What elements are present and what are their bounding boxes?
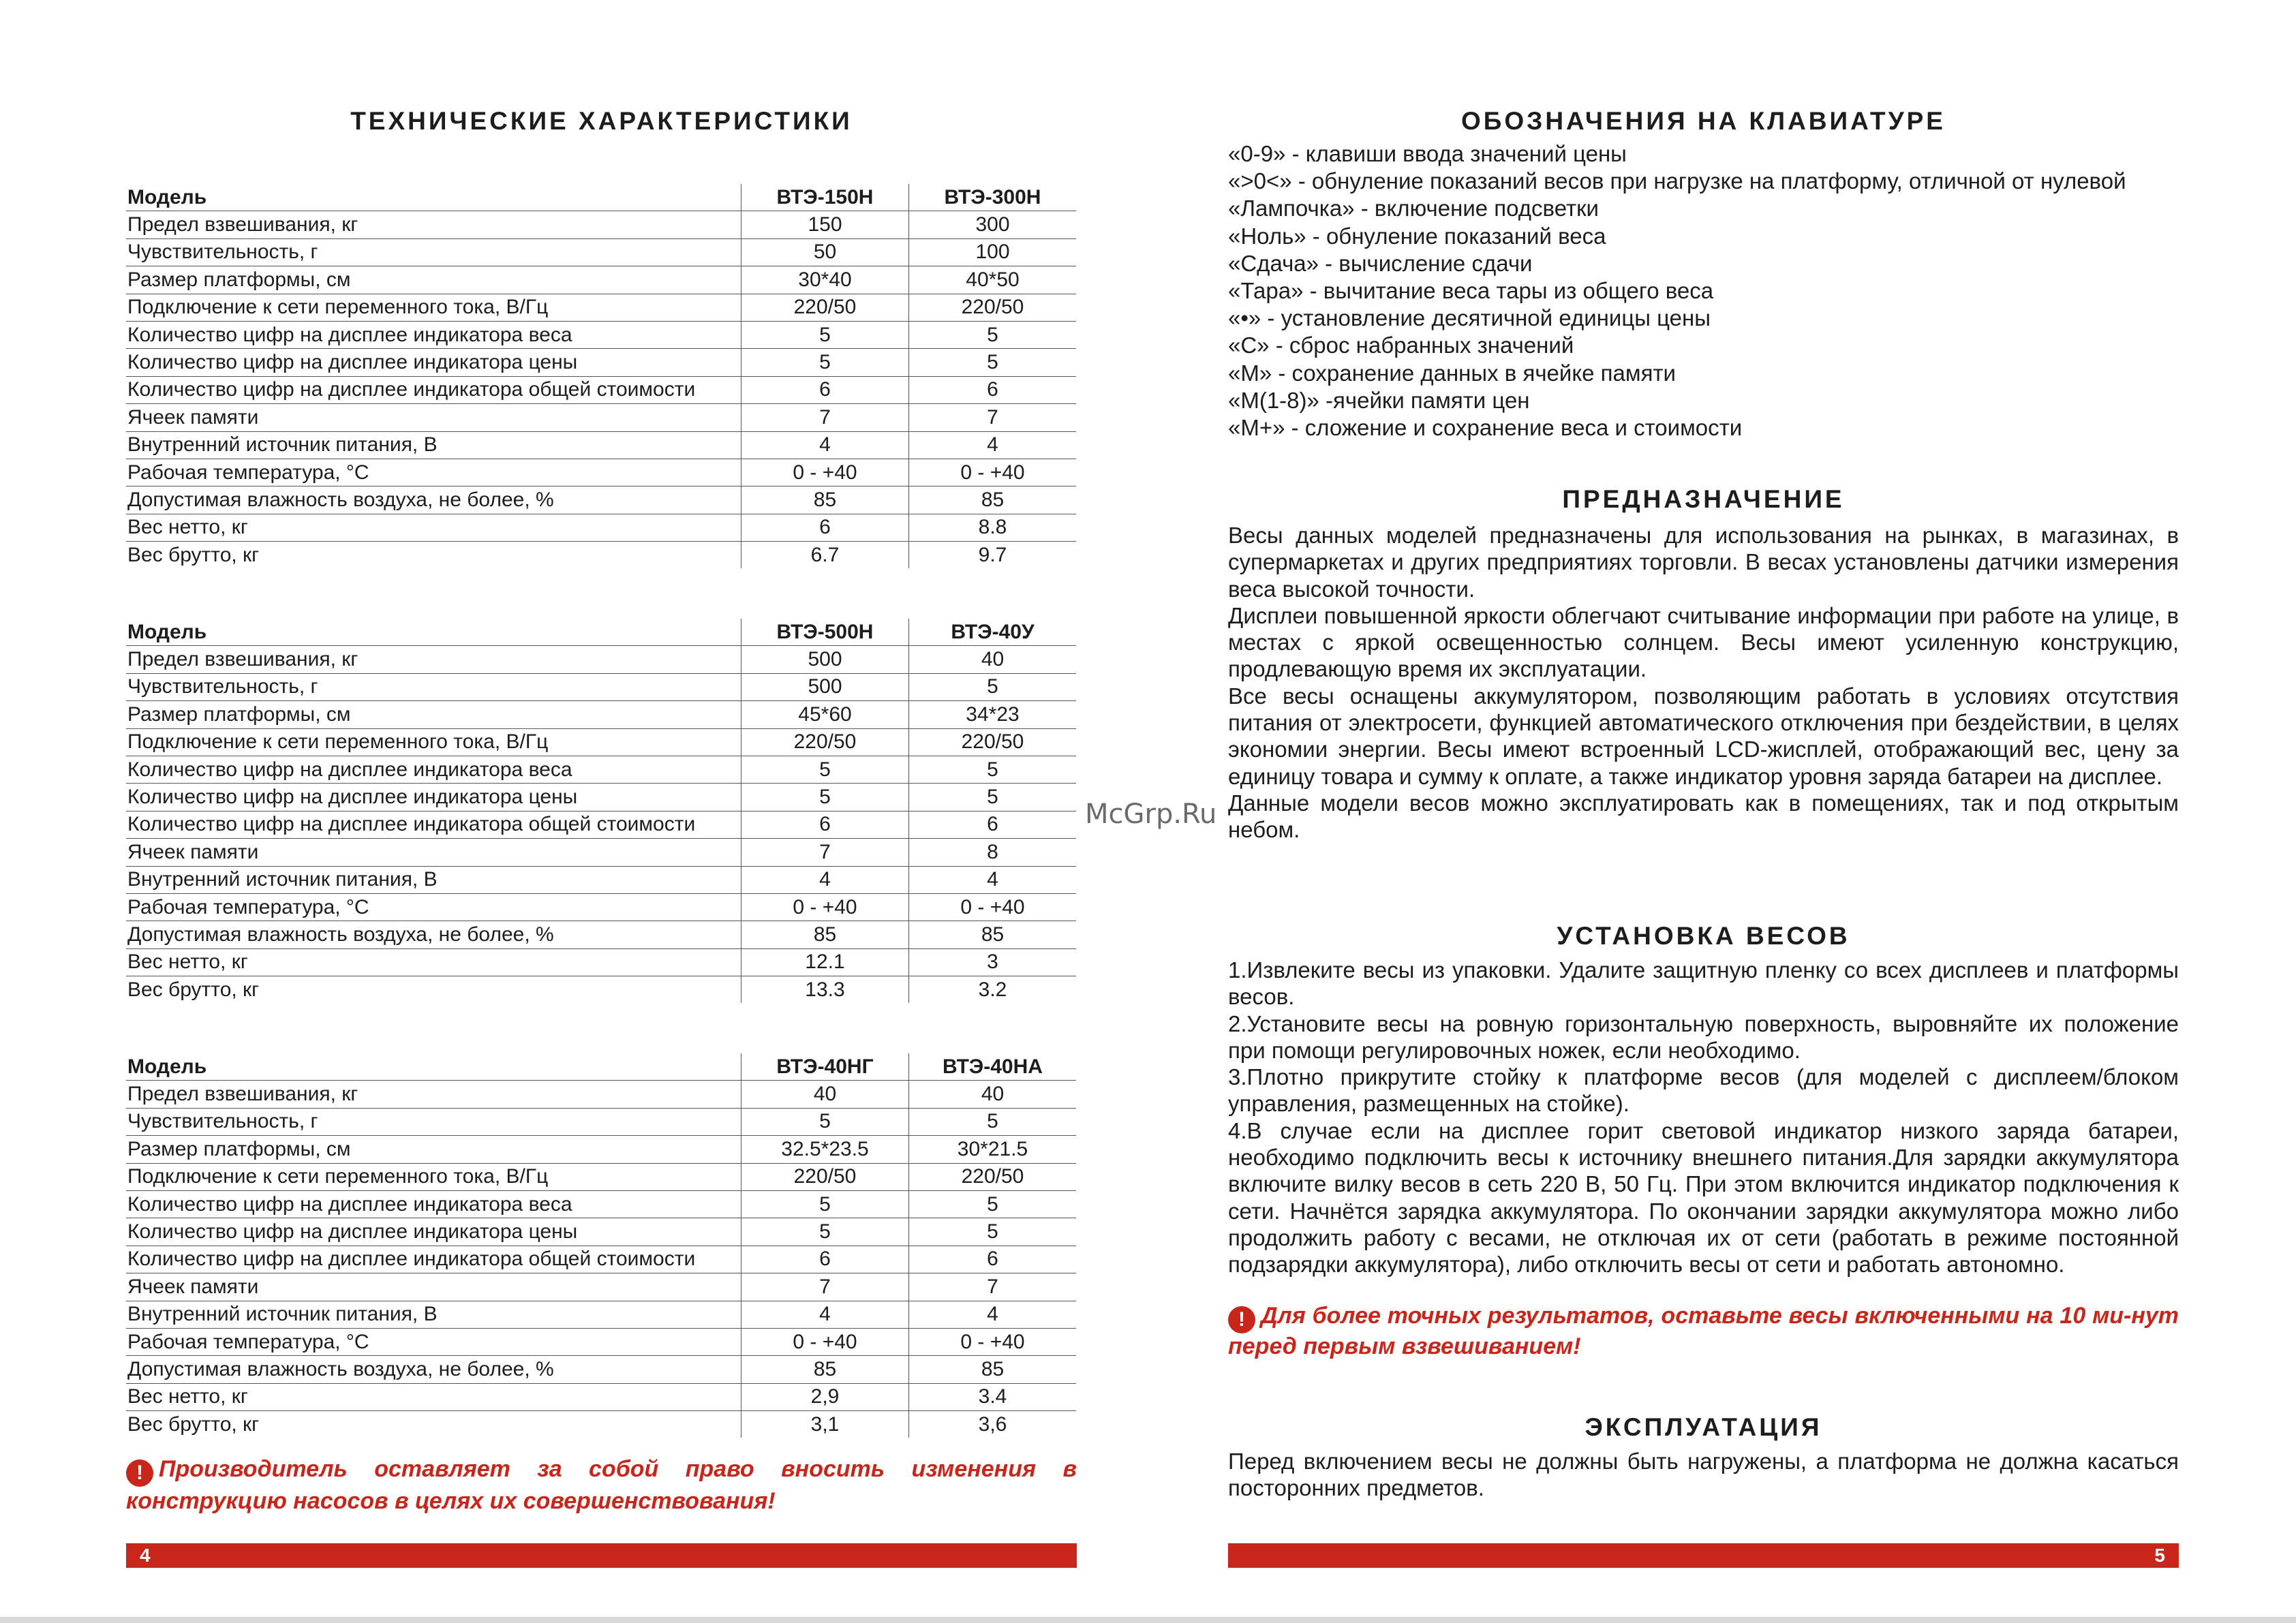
spec-param: Вес брутто, кг	[127, 1412, 260, 1436]
spec-value: 6.7	[741, 542, 909, 569]
operation-paragraph: Перед включением весы не должны быть нагружены, а платформа не должна касаться посторонних предметов.	[1228, 1449, 2179, 1501]
spec-row	[126, 294, 1076, 321]
spec-row	[126, 321, 1076, 348]
spec-row	[126, 542, 1076, 569]
spec-value: 5	[909, 349, 1077, 376]
manufacturer-warning-text: Производитель оставляет за собой право вносить изменения в конструкцию насосов в целях их совершенствования!	[126, 1456, 1077, 1514]
key-item: «М+» - сложение и сохранение веса и стоимости	[1228, 414, 1743, 440]
spec-row	[126, 1218, 1076, 1246]
spec-row	[126, 266, 1076, 294]
spec-value: 0 - +40	[909, 1328, 1077, 1355]
model-name: ВТЭ-150Н	[741, 184, 909, 211]
spec-value: 7	[741, 839, 909, 866]
spec-row	[126, 459, 1076, 486]
spec-row	[126, 486, 1076, 514]
model-name: ВТЭ-40У	[909, 619, 1077, 646]
spec-row	[126, 211, 1076, 238]
spec-value: 3,6	[909, 1411, 1077, 1438]
spec-param: Количество цифр на дисплее индикатора общей стоимости	[126, 811, 741, 838]
spec-value: 34*23	[909, 701, 1077, 728]
spec-row	[126, 431, 1076, 459]
watermark: McGrp.Ru	[1085, 799, 1217, 830]
spec-param: Допустимая влажность воздуха, не более, %	[126, 486, 741, 514]
spec-param: Рабочая температура, °С	[126, 459, 741, 486]
spec-value: 150	[741, 211, 909, 238]
spec-param: Ячеек памяти	[126, 839, 741, 866]
spec-row	[126, 1356, 1076, 1383]
key-item: «0-9» - клавиши ввода значений цены	[1228, 141, 1627, 166]
spec-row	[126, 893, 1076, 921]
spec-param: Внутренний источник питания, В	[126, 1301, 741, 1328]
model-label: Модель	[126, 1053, 741, 1081]
install-title: УСТАНОВКА ВЕСОВ	[1557, 922, 1850, 950]
spec-row	[126, 238, 1076, 266]
model-name: ВТЭ-500Н	[741, 619, 909, 646]
model-name: ВТЭ-40НА	[909, 1053, 1077, 1081]
spec-value: 6	[909, 1246, 1077, 1273]
spec-param: Количество цифр на дисплее индикатора цены	[126, 1218, 741, 1246]
spec-row	[126, 349, 1076, 376]
spec-row	[126, 866, 1076, 893]
spec-value: 85	[909, 486, 1077, 514]
spec-value: 9.7	[909, 542, 1077, 569]
spec-value: 7	[741, 404, 909, 431]
purpose-paragraph: Весы данных моделей предназначены для использования на рынках, в магазинах, в супермаркетах и других предприятиях торговли. В весах установлены датчики измерения веса высокой точности.	[1228, 523, 2179, 602]
spec-row	[126, 1190, 1076, 1218]
spec-value: 4	[909, 866, 1077, 893]
spec-param: Количество цифр на дисплее индикатора веса	[126, 1190, 741, 1218]
purpose-paragraph: Дисплеи повышенной яркости облегчают считывание информации при работе на улице, в местах с яркой освещенностью солнцем. Весы имеют усиленную конструкцию, продлевающую время их эксплуатации.	[1228, 602, 2179, 682]
footer-bar-left	[126, 1543, 1077, 1568]
spec-param: Рабочая температура, °С	[126, 1328, 741, 1355]
spec-value: 85	[909, 1356, 1077, 1383]
spec-row	[126, 1328, 1076, 1355]
spec-param: Чувствительность, г	[126, 238, 741, 266]
spec-value: 5	[909, 321, 1077, 348]
key-item: «Сдача» - вычисление сдачи	[1228, 250, 1533, 276]
spec-value: 220/50	[741, 728, 909, 756]
spec-value: 5	[741, 784, 909, 811]
key-item: «М(1-8)» -ячейки памяти цен	[1228, 387, 1530, 413]
spec-header-row	[126, 1053, 1076, 1081]
spec-value: 0 - +40	[741, 893, 909, 921]
spec-value: 45*60	[741, 701, 909, 728]
install-step: 3.Плотно прикрутите стойку к платформе весов (для моделей с дисплеем/блоком управления, размещенных на стойке).	[1228, 1064, 2179, 1117]
spec-value: 50	[741, 238, 909, 266]
spec-param: Подключение к сети переменного тока, В/Гц	[126, 1163, 741, 1190]
spec-value: 6	[741, 811, 909, 838]
spec-param: Предел взвешивания, кг	[126, 646, 741, 673]
spec-value: 5	[741, 321, 909, 348]
key-item: «>0<» - обнуление показаний весов при нагрузке на платформу, отличной от нулевой	[1228, 168, 2126, 194]
purpose-title: ПРЕДНАЗНАЧЕНИЕ	[1562, 485, 1845, 513]
purpose-paragraph: Все весы оснащены аккумулятором, позволяющим работать в условиях отсутствия питания от электросети, функцией автоматического отключения при бездействии, в целях экономии энергии. Весы имеют встроенный LCD-жисплей, отображающий вес, цену за единицу товара и сумму к оплате, а также индикатор уровня заряда батареи на дисплее.	[1228, 683, 2179, 789]
spec-value: 5	[741, 1190, 909, 1218]
install-warning	[1228, 1303, 2179, 1360]
spec-value: 8.8	[909, 514, 1077, 541]
spec-value: 7	[741, 1273, 909, 1301]
spec-row	[126, 1246, 1076, 1273]
spec-param: Рабочая температура, °С	[126, 893, 741, 921]
spec-value: 40	[741, 1081, 909, 1108]
spec-param: Размер платформы, см	[126, 1136, 741, 1163]
spec-param: Размер платформы, см	[126, 701, 741, 728]
key-item: «Ноль» - обнуление показаний веса	[1228, 223, 1606, 249]
spec-param: Вес нетто, кг	[126, 514, 741, 541]
spec-row	[126, 948, 1076, 976]
spec-param: Ячеек памяти	[126, 1273, 741, 1301]
spec-value: 500	[741, 646, 909, 673]
manufacturer-warning	[126, 1455, 1077, 1515]
spec-value: 7	[909, 1273, 1077, 1301]
spec-row	[126, 701, 1076, 728]
spec-value: 220/50	[741, 1163, 909, 1190]
warning-icon: !	[126, 1459, 153, 1487]
spec-value: 40*50	[909, 266, 1077, 294]
spec-row	[126, 811, 1076, 838]
key-item: «М» - сохранение данных в ячейке памяти	[1228, 360, 1676, 386]
spec-row	[126, 646, 1076, 673]
keys-title: ОБОЗНАЧЕНИЯ НА КЛАВИАТУРЕ	[1461, 107, 1946, 135]
install-step: 2.Установите весы на ровную горизонтальную поверхность, выровняйте их положение при помощи регулировочных ножек, если необходимо.	[1228, 1010, 2179, 1063]
spec-row	[126, 839, 1076, 866]
spec-param: Подключение к сети переменного тока, В/Гц	[126, 728, 741, 756]
spec-value: 5	[909, 1190, 1077, 1218]
install-step: 4.В случае если на дисплее горит световой индикатор низкого заряда батареи, необходимо подключить весы к источнику внешнего питания.Для зарядки аккумулятора включите вилку весов в сеть 220 В, 50 Гц. При этом включится индикатор подключения к сети. Начнётся зарядка аккумулятора. По окончании зарядки аккумулятора можно либо продолжить работу с весами, не отключая их от сети (работать в режиме постоянной подзарядки аккумулятора), либо отключить весы от сети и работать автономно.	[1228, 1117, 2179, 1278]
spec-value: 3.2	[909, 976, 1077, 1004]
spec-param: Количество цифр на дисплее индикатора веса	[126, 321, 741, 348]
spec-value: 40	[909, 1081, 1077, 1108]
spec-param: Вес брутто, кг	[127, 543, 260, 566]
warning-icon: !	[1228, 1306, 1255, 1333]
spec-value: 3,1	[741, 1411, 909, 1438]
spec-value: 0 - +40	[909, 459, 1077, 486]
spec-row	[126, 1163, 1076, 1190]
spec-value: 5	[741, 1108, 909, 1135]
spec-param: Вес нетто, кг	[126, 948, 741, 976]
spec-value: 5	[909, 1218, 1077, 1246]
spec-table-3	[126, 1053, 1076, 1438]
spec-value: 5	[909, 784, 1077, 811]
spec-value: 5	[741, 756, 909, 783]
spec-row	[126, 1301, 1076, 1328]
spec-value: 7	[909, 404, 1077, 431]
spec-value: 32.5*23.5	[741, 1136, 909, 1163]
spec-table-1	[126, 184, 1076, 568]
spec-param: Количество цифр на дисплее индикатора общей стоимости	[126, 1246, 741, 1273]
spec-param: Ячеек памяти	[126, 404, 741, 431]
spec-param: Предел взвешивания, кг	[126, 1081, 741, 1108]
model-label: Модель	[126, 619, 741, 646]
spec-value: 100	[909, 238, 1077, 266]
spec-row	[126, 1081, 1076, 1108]
spec-value: 85	[741, 486, 909, 514]
spec-value: 0 - +40	[741, 1328, 909, 1355]
spec-value: 85	[741, 921, 909, 948]
spec-value: 85	[909, 921, 1077, 948]
spec-value: 85	[741, 1356, 909, 1383]
spec-param: Допустимая влажность воздуха, не более, %	[126, 1356, 741, 1383]
spec-value: 30*21.5	[909, 1136, 1077, 1163]
spec-param: Чувствительность, г	[126, 1108, 741, 1135]
spec-param: Количество цифр на дисплее индикатора цены	[126, 784, 741, 811]
spec-param: Количество цифр на дисплее индикатора общей стоимости	[126, 376, 741, 403]
spec-value: 0 - +40	[909, 893, 1077, 921]
spec-value: 4	[741, 431, 909, 459]
purpose-text	[1228, 522, 2179, 844]
spec-value: 2,9	[741, 1383, 909, 1410]
spec-header-row	[126, 619, 1076, 646]
spec-value: 0 - +40	[741, 459, 909, 486]
spec-param: Предел взвешивания, кг	[126, 211, 741, 238]
spec-value: 6	[741, 1246, 909, 1273]
spec-value: 5	[909, 756, 1077, 783]
key-item: «•» - установление десятичной единицы цены	[1228, 305, 1711, 331]
model-name: ВТЭ-300Н	[909, 184, 1077, 211]
operation-text	[1228, 1448, 2179, 1502]
purpose-paragraph: Данные модели весов можно эксплуатировать как в помещениях, так и под открытым небом.	[1228, 790, 2179, 843]
spec-value: 220/50	[909, 1163, 1077, 1190]
spec-param: Размер платформы, см	[126, 266, 741, 294]
spec-value: 13.3	[741, 976, 909, 1004]
model-name: ВТЭ-40НГ	[741, 1053, 909, 1081]
key-item: «С» - сброс набранных значений	[1228, 333, 1574, 358]
spec-value: 300	[909, 211, 1077, 238]
spec-param: Внутренний источник питания, В	[126, 431, 741, 459]
spec-value: 3.4	[909, 1383, 1077, 1410]
page-number-left: 4	[140, 1545, 151, 1566]
spec-row	[126, 1411, 1076, 1438]
spec-value: 220/50	[741, 294, 909, 321]
spec-row	[126, 404, 1076, 431]
spec-param: Допустимая влажность воздуха, не более, %	[126, 921, 741, 948]
spec-value: 5	[741, 1218, 909, 1246]
spec-param: Внутренний источник питания, В	[126, 866, 741, 893]
keys-list	[1228, 140, 2126, 442]
spec-value: 4	[741, 1301, 909, 1328]
specs-title: ТЕХНИЧЕСКИЕ ХАРАКТЕРИСТИКИ	[350, 107, 853, 135]
spec-value: 5	[909, 673, 1077, 700]
spec-row	[126, 514, 1076, 541]
spec-value: 40	[909, 646, 1077, 673]
install-steps	[1228, 957, 2179, 1278]
spec-row	[126, 673, 1076, 700]
spec-value: 3	[909, 948, 1077, 976]
spec-header-row	[126, 184, 1076, 211]
spec-value: 6	[909, 376, 1077, 403]
spec-value: 4	[909, 431, 1077, 459]
spec-row	[126, 1108, 1076, 1135]
spec-row	[126, 976, 1076, 1004]
spec-row	[126, 728, 1076, 756]
spec-row	[126, 784, 1076, 811]
spec-value: 12.1	[741, 948, 909, 976]
install-warning-text: Для более точных результатов, оставьте весы включенными на 10 ми-нут перед первым взвешиванием!	[1228, 1303, 2179, 1359]
spec-param: Подключение к сети переменного тока, В/Гц	[126, 294, 741, 321]
spec-row	[126, 921, 1076, 948]
spec-value: 5	[909, 1108, 1077, 1135]
spec-row	[126, 1383, 1076, 1410]
spec-param: Количество цифр на дисплее индикатора веса	[126, 756, 741, 783]
spec-param: Вес брутто, кг	[127, 978, 260, 1001]
install-step: 1.Извлеките весы из упаковки. Удалите защитную пленку со всех дисплеев и платформы весов.	[1228, 957, 2179, 1010]
spec-value: 220/50	[909, 728, 1077, 756]
spec-table-2	[126, 619, 1076, 1003]
spec-param: Количество цифр на дисплее индикатора цены	[126, 349, 741, 376]
spec-value: 5	[741, 349, 909, 376]
spec-value: 6	[741, 514, 909, 541]
spec-value: 6	[741, 376, 909, 403]
model-label: Модель	[126, 184, 741, 211]
key-item: «Тара» - вычитание веса тары из общего веса	[1228, 277, 1714, 303]
spec-value: 30*40	[741, 266, 909, 294]
page-number-right: 5	[2154, 1545, 2165, 1566]
spec-param: Вес нетто, кг	[126, 1383, 741, 1410]
spec-row	[126, 1273, 1076, 1301]
footer-bar-right	[1228, 1543, 2179, 1568]
spec-value: 6	[909, 811, 1077, 838]
spec-value: 4	[909, 1301, 1077, 1328]
spec-value: 220/50	[909, 294, 1077, 321]
spec-row	[126, 376, 1076, 403]
bottom-rule	[0, 1617, 2296, 1623]
spec-value: 8	[909, 839, 1077, 866]
spec-row	[126, 756, 1076, 783]
operation-title: ЭКСПЛУАТАЦИЯ	[1585, 1413, 1822, 1441]
spec-value: 500	[741, 673, 909, 700]
spec-param: Чувствительность, г	[126, 673, 741, 700]
key-item: «Лампочка» - включение подсветки	[1228, 196, 1599, 221]
spec-row	[126, 1136, 1076, 1163]
spec-value: 4	[741, 866, 909, 893]
